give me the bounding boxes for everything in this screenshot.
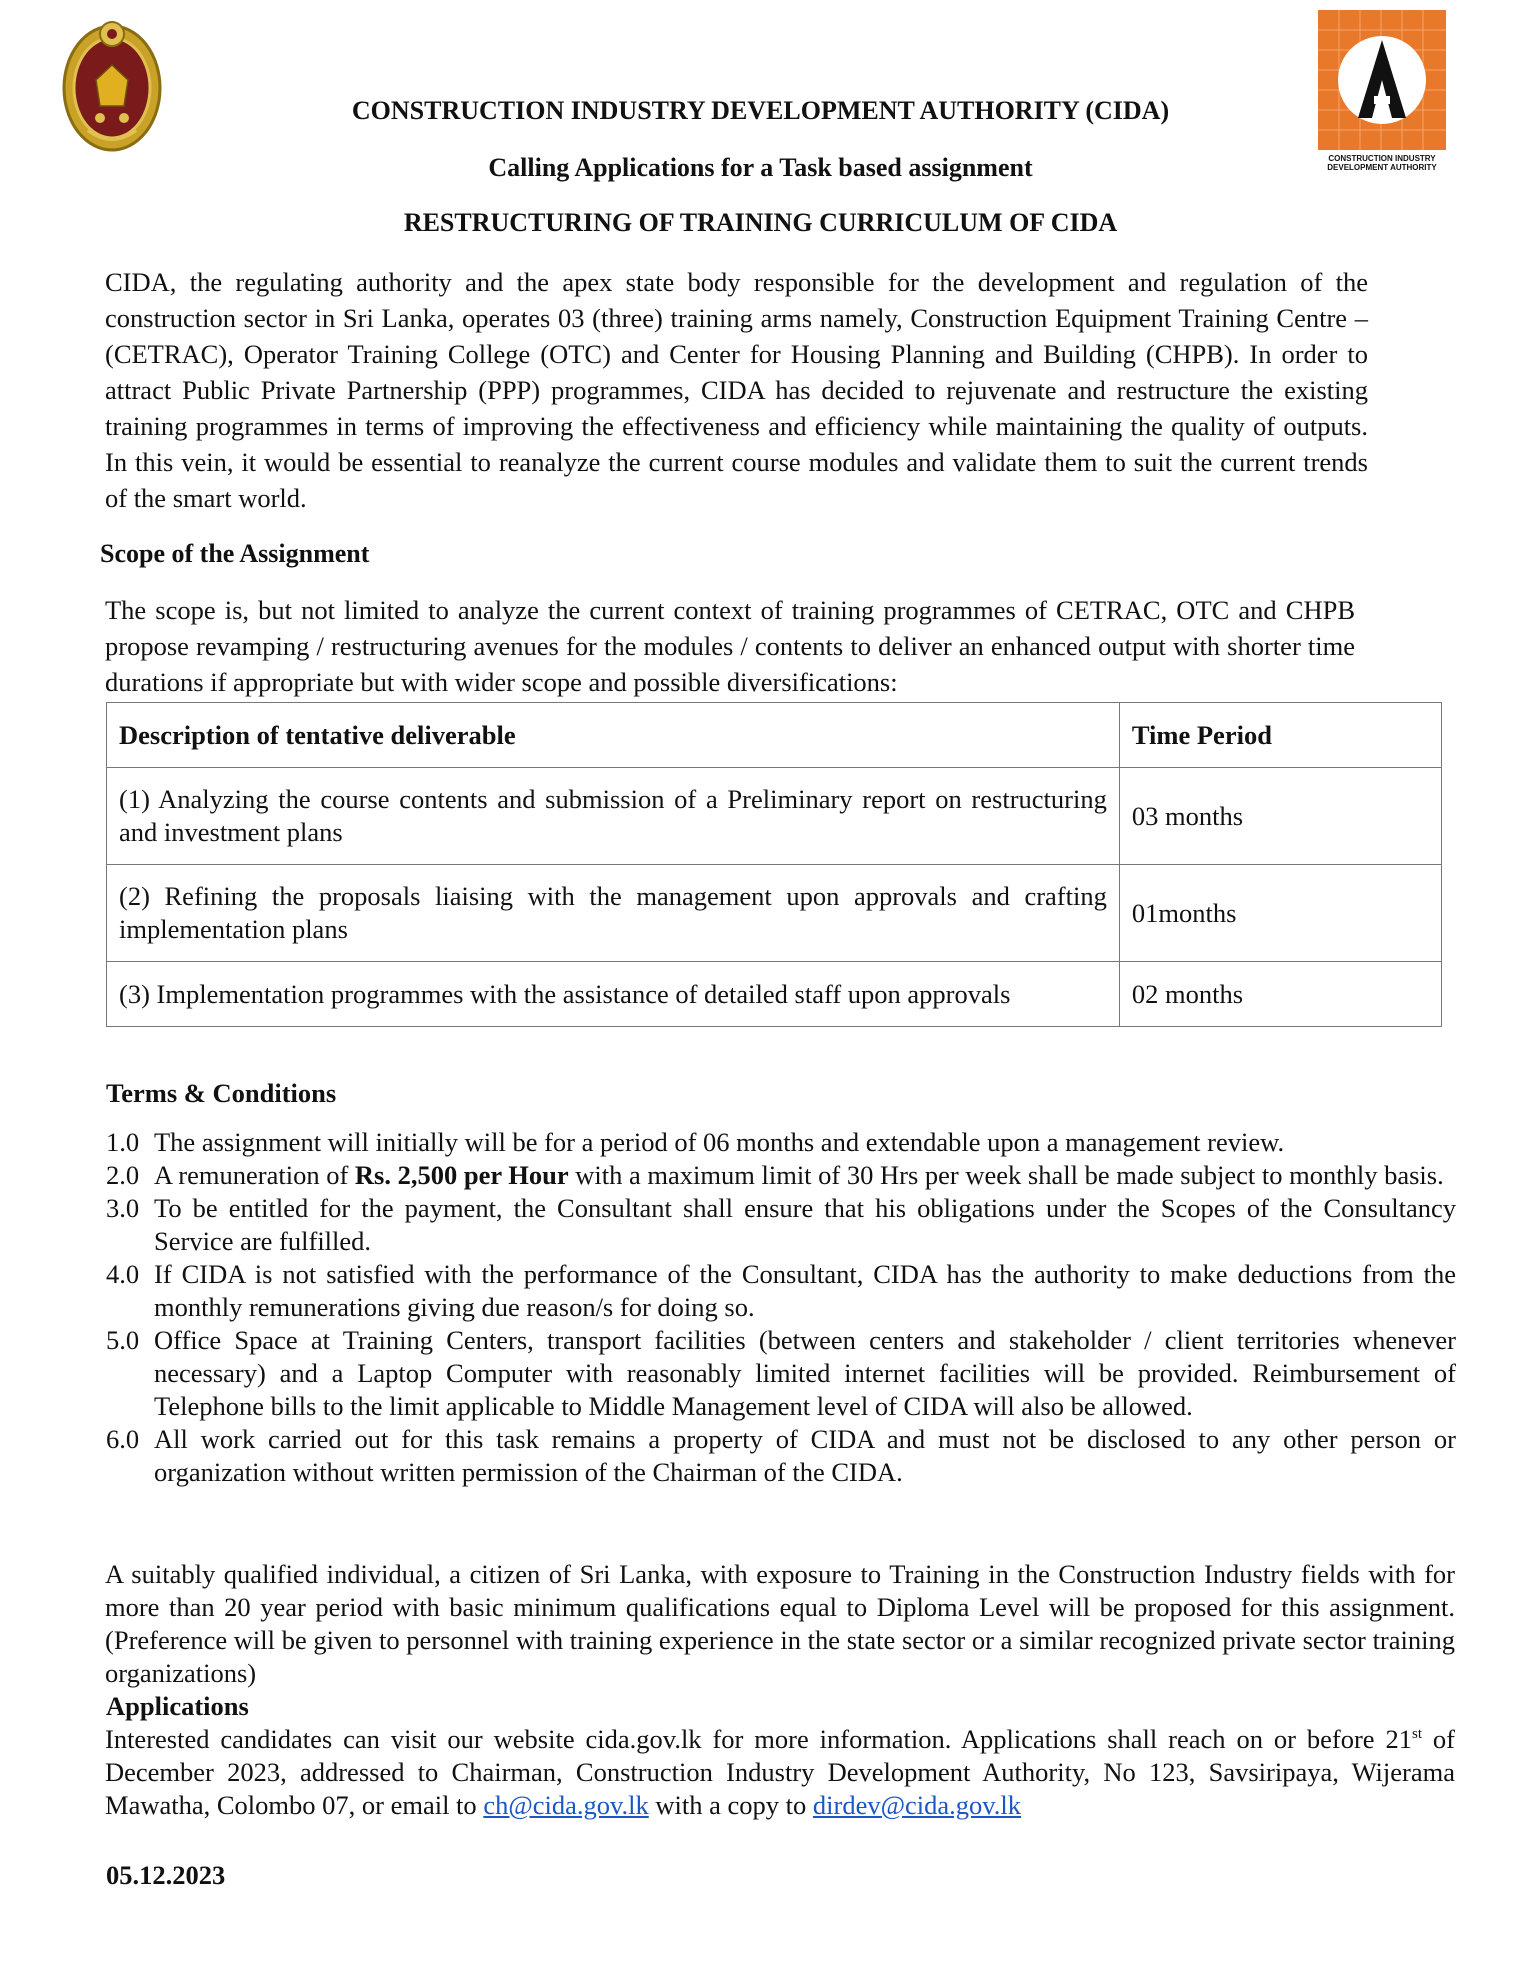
list-item <box>106 1126 1456 1159</box>
term-text: The assignment will initially will be for a period of 06 months and extendable upon a management review. <box>154 1127 1285 1157</box>
date-suffix: st <box>1411 1726 1422 1743</box>
list-item <box>106 1324 1456 1423</box>
deliverable-period: 03 months <box>1119 768 1441 865</box>
term-number: 1.0 <box>106 1127 140 1157</box>
term-number: 2.0 <box>106 1160 140 1190</box>
logo-caption-line-1: CONSTRUCTION INDUSTRY <box>1328 154 1436 163</box>
term-text: If CIDA is not satisfied with the performance of the Consultant, CIDA has the authority to make deductions from the monthly remunerations giving due reason/s for doing so. <box>154 1259 1456 1322</box>
term-text: All work carried out for this task remains a property of CIDA and must not be disclosed to any other person or organization without written permission of the Chairman of the CIDA. <box>154 1424 1456 1487</box>
scope-paragraph: The scope is, but not limited to analyze the current context of training programmes of CETRAC, OTC and CHPB propose revamping / restructuring avenues for the modules / contents to deliver an enhanced output with shorter time durations if appropriate but with wider scope and possible diversifications: <box>105 595 1355 697</box>
list-item <box>106 1258 1456 1324</box>
term-text: Office Space at Training Centers, transport facilities (between centers and stakeholder / client territories whenever necessary) and a Laptop Computer with reasonably limited internet facilities will be provided. Reimbursement of Telephone bills to the limit applicable to Middle Management level of CIDA will also be allowed. <box>154 1325 1456 1421</box>
deliverable-period: 01months <box>1119 865 1441 962</box>
terms-heading: Terms & Conditions <box>106 1078 337 1108</box>
sri-lanka-emblem-icon <box>60 10 165 158</box>
term-text-before: A remuneration of <box>154 1160 355 1190</box>
logo-caption-line-2: DEVELOPMENT AUTHORITY <box>1327 163 1437 172</box>
list-item <box>106 1159 1456 1192</box>
applications-paragraph <box>105 1723 1455 1822</box>
applications-text-3: with a copy to <box>648 1790 813 1820</box>
term-number: 3.0 <box>106 1193 140 1223</box>
applications-text-1: Interested candidates can visit our website cida.gov.lk for more information. Applications shall reach on or before 21 <box>105 1724 1412 1754</box>
table-row <box>107 865 1442 962</box>
table-row <box>107 962 1442 1027</box>
table-header-row <box>107 703 1442 768</box>
deliverable-description: (2) Refining the proposals liaising with the management upon approvals and crafting implementation plans <box>107 865 1120 962</box>
applications-text-2: of December 2023, addressed to Chairman, Construction Industry Development Authority, No 123, Savsiripaya, Wijerama Mawatha, Colombo 07, or email to <box>105 1724 1455 1820</box>
term-text: To be entitled for the payment, the Consultant shall ensure that his obligations under the Scopes of the Consultancy Service are fulfilled. <box>154 1193 1456 1256</box>
scope-heading: Scope of the Assignment <box>100 539 370 568</box>
deliverable-description: (1) Analyzing the course contents and submission of a Preliminary report on restructuring and investment plans <box>107 768 1120 865</box>
intro-paragraph: CIDA, the regulating authority and the apex state body responsible for the development and regulation of the construction sector in Sri Lanka, operates 03 (three) training arms namely, Construction Equipment Training Centre – (CETRAC), Operator Training College (OTC) and Center for Housing Planning and Building (CHPB). In order to attract Public Private Partnership (PPP) programmes, CIDA has decided to rejuvenate and restructure the existing training programmes in terms of improving the effectiveness and efficiency while maintaining the quality of outputs. In this vein, it would be essential to reanalyze the current course modules and validate them to suit the current trends of the smart world. <box>105 267 1368 513</box>
notice-date: 05.12.2023 <box>106 1860 226 1890</box>
cida-logo-icon <box>1318 10 1446 170</box>
term-number: 6.0 <box>106 1424 140 1454</box>
table-row <box>107 768 1442 865</box>
list-item <box>106 1423 1456 1489</box>
notice-subtitle: Calling Applications for a Task based assignment <box>488 153 1033 182</box>
qualification-paragraph: A suitably qualified individual, a citizen of Sri Lanka, with exposure to Training in the Construction Industry fields with for more than 20 year period with basic minimum qualifications equal to Diploma Level will be proposed for this assignment. (Preference will be given to personnel with training experience in the state sector or a similar recognized private sector training organizations) <box>105 1559 1455 1688</box>
remuneration-rate: Rs. 2,500 per Hour <box>354 1160 569 1190</box>
deliverable-period: 02 months <box>1119 962 1441 1027</box>
term-number: 5.0 <box>106 1325 140 1355</box>
applications-heading: Applications <box>106 1691 249 1721</box>
term-text-after: with a maximum limit of 30 Hrs per week shall be made subject to monthly basis. <box>568 1160 1444 1190</box>
terms-list <box>106 1126 1456 1489</box>
column-header-time-period: Time Period <box>1119 703 1441 768</box>
term-number: 4.0 <box>106 1259 140 1289</box>
deliverables-table <box>106 702 1442 1027</box>
assignment-title: RESTRUCTURING OF TRAINING CURRICULUM OF CIDA <box>403 208 1118 237</box>
deliverable-description: (3) Implementation programmes with the assistance of detailed staff upon approvals <box>107 962 1120 1027</box>
list-item <box>106 1192 1456 1258</box>
email-link-director[interactable]: dirdev@cida.gov.lk <box>812 1790 1022 1820</box>
column-header-description: Description of tentative deliverable <box>107 703 1120 768</box>
email-link-chairman[interactable]: ch@cida.gov.lk <box>483 1790 649 1820</box>
org-title: CONSTRUCTION INDUSTRY DEVELOPMENT AUTHORITY (CIDA) <box>351 96 1170 125</box>
